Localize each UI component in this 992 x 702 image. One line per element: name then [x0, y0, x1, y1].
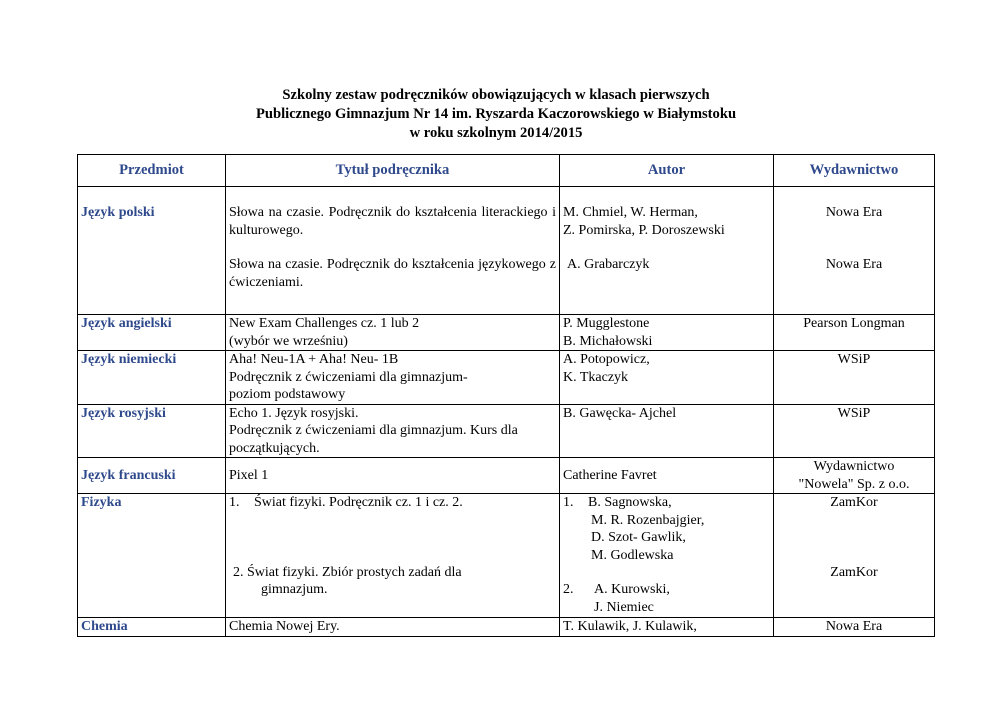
author-line: K. Tkaczyk	[563, 369, 629, 385]
publisher-name: ZamKor	[830, 564, 878, 580]
numbered-item	[229, 494, 556, 512]
book-title: Podręcznik z ćwiczeniami dla gimnazjum-	[229, 369, 468, 385]
subject-name: Język niemiecki	[81, 352, 177, 367]
subject-name: Język francuski	[81, 467, 176, 483]
title-line: Szkolny zestaw podręczników obowiązujących w klasach pierwszych	[282, 87, 710, 103]
subject-cell	[78, 315, 226, 351]
publisher-name: WSiP	[837, 405, 871, 421]
author-line: J. Niemiec	[594, 599, 654, 615]
table-row	[78, 494, 935, 618]
table-row	[78, 458, 935, 494]
book-title: Podręcznik z ćwiczeniami dla gimnazjum. Kurs dla początkujących.	[229, 423, 518, 456]
numbered-item	[563, 494, 770, 512]
book-title: Echo 1. Język rosyjski.	[229, 405, 359, 421]
author-line: P. Mugglestone	[563, 316, 650, 331]
author-line: A. Potopowicz,	[563, 352, 650, 367]
subject-name: Chemia	[81, 619, 128, 634]
publisher-name: ZamKor	[830, 495, 878, 510]
title-cell	[226, 404, 560, 458]
publisher-cell	[774, 494, 935, 618]
book-title: Chemia Nowej Ery.	[229, 619, 340, 634]
author-line: A. Kurowski,	[594, 582, 670, 597]
textbook-table	[77, 154, 935, 637]
header-author: Autor	[560, 155, 774, 187]
book-title: New Exam Challenges cz. 1 lub 2	[229, 316, 420, 331]
book-title: Świat fizyki. Podręcznik cz. 1 i cz. 2.	[254, 495, 463, 510]
publisher-cell	[774, 187, 935, 315]
publisher-cell	[774, 618, 935, 637]
author-cell	[560, 618, 774, 637]
author-line: A. Grabarczyk	[567, 257, 650, 272]
book-title: Aha! Neu-1A + Aha! Neu- 1B	[229, 352, 399, 367]
book-title: 2. Świat fizyki. Zbiór prostych zadań dla	[233, 564, 462, 580]
subject-name: Język polski	[81, 205, 155, 220]
table-row	[78, 618, 935, 637]
title-cell	[226, 315, 560, 351]
author-line: B. Gawęcka- Ajchel	[563, 405, 677, 421]
header-subject: Przedmiot	[78, 155, 226, 187]
publisher-cell	[774, 404, 935, 458]
publisher-cell	[774, 351, 935, 405]
item-number: 2.	[563, 582, 574, 597]
subject-cell	[78, 187, 226, 315]
subject-name: Fizyka	[81, 495, 122, 510]
book-title: (wybór we wrześniu)	[229, 333, 348, 349]
numbered-item	[563, 581, 770, 599]
author-line: Catherine Favret	[563, 467, 657, 483]
author-line: Z. Pomirska, P. Doroszewski	[563, 222, 725, 238]
subject-cell	[78, 618, 226, 637]
item-number: 1.	[563, 495, 574, 510]
author-cell	[560, 315, 774, 351]
subject-cell	[78, 458, 226, 494]
subject-name: Język angielski	[81, 316, 172, 331]
author-line: D. Szot- Gawlik,	[591, 530, 686, 545]
publisher-cell	[774, 458, 935, 494]
author-cell	[560, 458, 774, 494]
title-cell	[226, 494, 560, 618]
header-publisher: Wydawnictwo	[774, 155, 935, 187]
subject-cell	[78, 494, 226, 618]
table-row	[78, 315, 935, 351]
author-cell	[560, 494, 774, 618]
subject-cell	[78, 404, 226, 458]
author-line: M. Chmiel, W. Herman,	[563, 205, 698, 220]
publisher-name: Pearson Longman	[803, 316, 905, 331]
publisher-name: Nowa Era	[825, 205, 883, 220]
title-line: Publicznego Gimnazjum Nr 14 im. Ryszarda Kaczorowskiego w Białymstoku	[255, 106, 737, 122]
publisher-name: WSiP	[837, 352, 871, 367]
title-cell	[226, 187, 560, 315]
table-header-row	[78, 155, 935, 187]
publisher-name: Wydawnictwo	[813, 459, 895, 474]
book-title: Słowa na czasie. Podręcznik do kształcenia językowego z ćwiczeniami.	[229, 257, 556, 290]
author-cell	[560, 351, 774, 405]
title-line: w roku szkolnym 2014/2015	[409, 125, 583, 141]
title-cell	[226, 351, 560, 405]
author-line: T. Kulawik, J. Kulawik,	[563, 619, 697, 634]
table-row	[78, 187, 935, 315]
author-cell	[560, 404, 774, 458]
publisher-cell	[774, 315, 935, 351]
author-cell	[560, 187, 774, 315]
book-title: Słowa na czasie. Podręcznik do kształcenia literackiego i kulturowego.	[229, 205, 556, 238]
document-title	[0, 86, 992, 143]
book-title: Pixel 1	[229, 467, 269, 483]
table-row	[78, 351, 935, 405]
item-number: 1.	[229, 495, 240, 510]
author-line: M. R. Rozenbajgier,	[591, 512, 705, 528]
book-title: poziom podstawowy	[229, 387, 346, 402]
subject-name: Język rosyjski	[81, 405, 166, 421]
header-title: Tytuł podręcznika	[226, 155, 560, 187]
publisher-name: "Nowela" Sp. z o.o.	[798, 476, 910, 492]
title-cell	[226, 618, 560, 637]
table-row	[78, 404, 935, 458]
publisher-name: Nowa Era	[825, 619, 883, 634]
subject-cell	[78, 351, 226, 405]
publisher-name: Nowa Era	[825, 256, 883, 272]
book-title: gimnazjum.	[261, 582, 328, 597]
author-line: B. Sagnowska,	[588, 495, 672, 510]
author-line: M. Godlewska	[591, 547, 674, 563]
title-cell	[226, 458, 560, 494]
author-line: B. Michałowski	[563, 333, 653, 349]
